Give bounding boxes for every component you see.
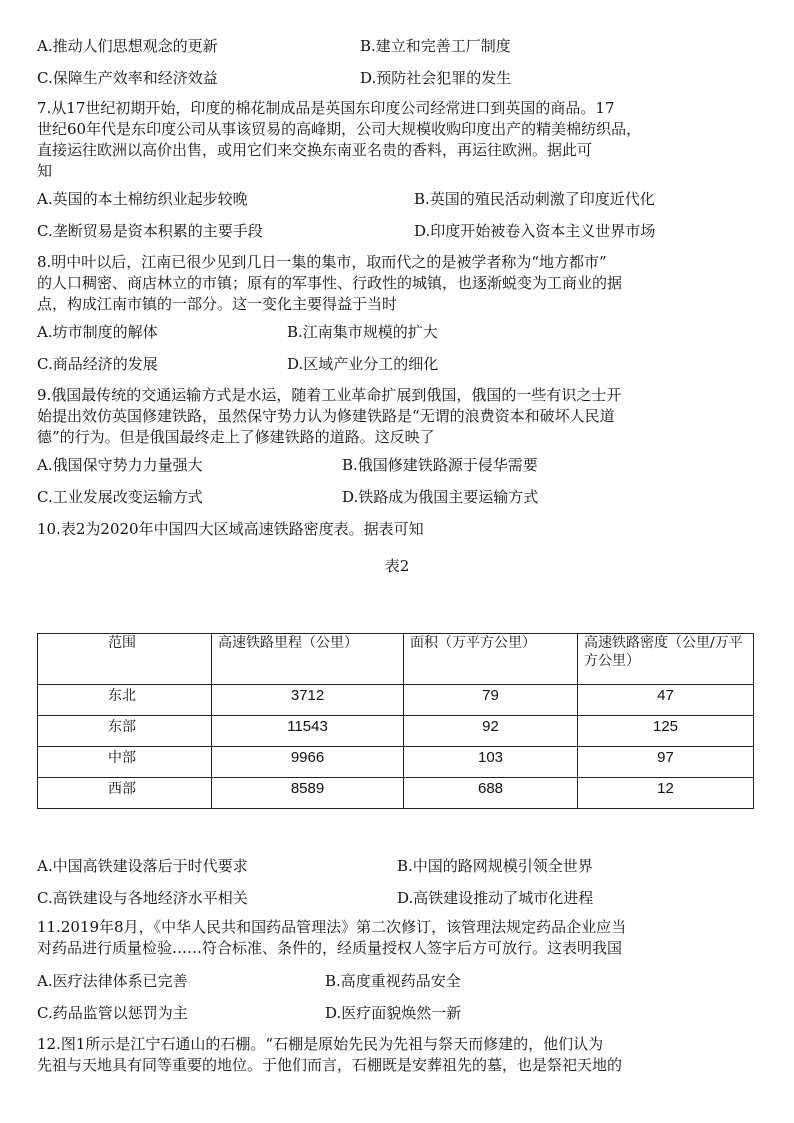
density-cell: 125 — [578, 716, 754, 747]
mileage-cell: 3712 — [212, 685, 404, 716]
q9-option-d: D.铁路成为俄国主要运输方式 — [342, 488, 539, 506]
q8-stem-line: 点，构成江南市镇的一部分。这一变化主要得益于当时 — [37, 295, 398, 313]
q10-option-d: D.高铁建设推动了城市化进程 — [397, 889, 594, 907]
table-header-cell: 面积（万平方公里） — [404, 634, 578, 685]
density-cell: 12 — [578, 778, 754, 809]
area-cell: 688 — [404, 778, 578, 809]
q7-option-c: C.垄断贸易是资本积累的主要手段 — [37, 222, 263, 240]
q9-stem-line: 始提出效仿英国修建铁路，虽然保守势力认为修建铁路是“无谓的浪费资本和破坏人民道 — [37, 407, 615, 425]
hsr-density-table — [37, 633, 754, 809]
q11-stem-line: 11.2019年8月，《中华人民共和国药品管理法》第二次修订，该管理法规定药品企业应当 — [37, 918, 627, 936]
region-cell: 中部 — [38, 747, 212, 778]
q6-option-b: B.建立和完善工厂制度 — [360, 37, 511, 55]
table-row — [38, 716, 754, 747]
mileage-cell: 11543 — [212, 716, 404, 747]
q7-stem-line: 7.从17世纪初期开始，印度的棉花制成品是英国东印度公司经常进口到英国的商品。17 — [37, 99, 615, 117]
q6-option-d: D.预防社会犯罪的发生 — [360, 69, 512, 87]
q10-stem: 10.表2为2020年中国四大区域高速铁路密度表。据表可知 — [37, 520, 424, 538]
table-caption: 表2 — [384, 557, 410, 575]
q8-stem-line: 8.明中叶以后，江南已很少见到几日一集的集市，取而代之的是被学者称为“地方都市” — [37, 253, 607, 271]
q11-option-b: B.高度重视药品安全 — [325, 972, 461, 990]
q7-option-a: A.英国的本土棉纺织业起步较晚 — [37, 190, 248, 208]
table-header-row — [38, 634, 754, 685]
area-cell: 92 — [404, 716, 578, 747]
table-row — [38, 778, 754, 809]
table-row — [38, 747, 754, 778]
q10-option-b: B.中国的路网规模引领全世界 — [397, 857, 593, 875]
q8-option-b: B.江南集市规模的扩大 — [287, 323, 438, 341]
density-cell: 97 — [578, 747, 754, 778]
q8-stem-line: 的人口稠密、商店林立的市镇；原有的军事性、行政性的城镇，也逐渐蜕变为工商业的据 — [37, 274, 623, 292]
area-cell: 103 — [404, 747, 578, 778]
q9-option-b: B.俄国修建铁路源于侵华需要 — [342, 456, 538, 474]
region-cell: 西部 — [38, 778, 212, 809]
q9-stem-line: 9.俄国最传统的交通运输方式是水运，随着工业革命扩展到俄国，俄国的一些有识之士开 — [37, 386, 622, 404]
q10-option-c: C.高铁建设与各地经济水平相关 — [37, 889, 248, 907]
q9-option-c: C.工业发展改变运输方式 — [37, 488, 203, 506]
q12-stem-line: 先祖与天地具有同等重要的地位。于他们而言，石棚既是安葬祖先的墓，也是祭祀天地的 — [37, 1056, 623, 1074]
q7-stem-line: 直接运往欧洲以高价出售，或用它们来交换东南亚名贵的香料，再运往欧洲。据此可 — [37, 141, 593, 159]
mileage-cell: 8589 — [212, 778, 404, 809]
region-cell: 东部 — [38, 716, 212, 747]
q12-stem-line: 12.图1所示是江宁石通山的石棚。“石棚是原始先民为先祖与祭天而修建的，他们认为 — [37, 1035, 604, 1053]
q10-option-a: A.中国高铁建设落后于时代要求 — [37, 857, 248, 875]
table-header-cell: 高速铁路密度（公里/万平方公里） — [578, 634, 754, 685]
q6-option-c: C.保障生产效率和经济效益 — [37, 69, 218, 87]
density-cell: 47 — [578, 685, 754, 716]
q7-option-b: B.英国的殖民活动刺激了印度近代化 — [414, 190, 655, 208]
table-header-cell: 范围 — [38, 634, 212, 685]
q11-option-c: C.药品监管以惩罚为主 — [37, 1004, 188, 1022]
q8-option-c: C.商品经济的发展 — [37, 355, 158, 373]
q11-option-a: A.医疗法律体系已完善 — [37, 972, 188, 990]
area-cell: 79 — [404, 685, 578, 716]
q11-stem-line: 对药品进行质量检验……符合标准、条件的，经质量授权人签字后方可放行。这表明我国 — [37, 939, 623, 957]
q6-option-a: A.推动人们思想观念的更新 — [37, 37, 218, 55]
mileage-cell: 9966 — [212, 747, 404, 778]
q9-stem-line: 德”的行为。但是俄国最终走上了修建铁路的道路。这反映了 — [37, 428, 435, 446]
table-header-cell: 高速铁路里程（公里） — [212, 634, 404, 685]
table-row — [38, 685, 754, 716]
q7-stem-line: 知 — [37, 162, 53, 180]
q9-option-a: A.俄国保守势力力量强大 — [37, 456, 203, 474]
q7-stem-line: 世纪60年代是东印度公司从事该贸易的高峰期，公司大规模收购印度出产的精美棉纺织品， — [37, 120, 642, 138]
region-cell: 东北 — [38, 685, 212, 716]
q11-option-d: D.医疗面貌焕然一新 — [325, 1004, 462, 1022]
q8-option-d: D.区域产业分工的细化 — [287, 355, 439, 373]
q8-option-a: A.坊市制度的解体 — [37, 323, 158, 341]
q7-option-d: D.印度开始被卷入资本主义世界市场 — [414, 222, 656, 240]
